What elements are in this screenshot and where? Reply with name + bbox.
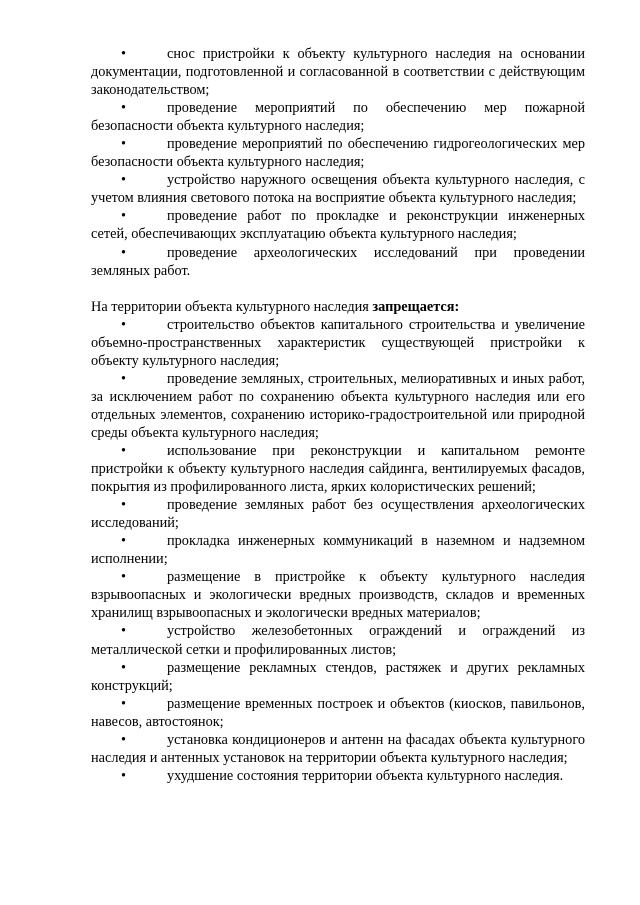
list-item-text: проведение работ по прокладке и реконструкции инженерных сетей, обеспечивающих эксплуатацию объекта культурного наследия;: [91, 208, 585, 243]
list-item-text: проведение мероприятий по обеспечению мер пожарной безопасности объекта культурного наследия;: [91, 100, 585, 135]
prohibited-intro-text: На территории объекта культурного наследия: [91, 298, 373, 315]
list-item: [91, 695, 585, 731]
list-item-text: снос пристройки к объекту культурного наследия на основании документации, подготовленной и согласованной в соответствии с действующим законодательством;: [91, 46, 585, 99]
bullet-icon: •: [121, 659, 127, 676]
list-item: [91, 135, 585, 171]
list-item-text: проведение археологических исследований при проведении земляных работ.: [91, 244, 585, 279]
list-item: [91, 207, 585, 243]
bullet-icon: •: [121, 316, 127, 333]
list-item-text: прокладка инженерных коммуникаций в наземном и надземном исполнении;: [91, 533, 585, 568]
list-item: [91, 442, 585, 496]
list-item: [91, 767, 585, 785]
bullet-icon: •: [121, 100, 127, 117]
list-item-text: ухудшение состояния территории объекта культурного наследия.: [167, 767, 564, 784]
list-item: [91, 370, 585, 442]
list-item: [91, 316, 585, 370]
list-item-text: устройство железобетонных ограждений и ограждений из металлической сетки и профилированных листов;: [91, 623, 585, 658]
bullet-icon: •: [121, 442, 127, 459]
list-item: [91, 45, 585, 99]
bullet-icon: •: [121, 370, 127, 387]
list-item: [91, 496, 585, 532]
list-item-text: строительство объектов капитального строительства и увеличение объемно-пространственных характеристик существующей пристройки к объекту культурного наследия;: [91, 316, 585, 369]
document-page: [91, 45, 585, 785]
list-item-text: устройство наружного освещения объекта культурного наследия, с учетом влияния светового потока на восприятие объекта культурного наследия;: [91, 172, 585, 207]
bullet-icon: •: [121, 172, 127, 189]
bullet-icon: •: [121, 695, 127, 712]
list-item-text: установка кондиционеров и антенн на фасадах объекта культурного наследия и антенных установок на территории объекта культурного наследия;: [91, 731, 585, 766]
list-item: [91, 622, 585, 658]
bullet-icon: •: [121, 244, 127, 261]
prohibited-intro: [91, 298, 585, 316]
bullet-icon: •: [121, 767, 127, 784]
list-item-text: размещение временных построек и объектов (киосков, павильонов, навесов, автостоянок;: [91, 695, 585, 730]
prohibited-list: [91, 316, 585, 785]
bullet-icon: •: [121, 533, 127, 550]
list-item-text: использование при реконструкции и капитальном ремонте пристройки к объекту культурного наследия сайдинга, вентилируемых фасадов, покрытия из профилированного листа, ярких колористических решений;: [91, 442, 585, 496]
list-item-text: размещение рекламных стендов, растяжек и других рекламных конструкций;: [91, 659, 585, 694]
bullet-icon: •: [121, 208, 127, 225]
list-item-text: проведение земляных работ без осуществления археологических исследований;: [91, 497, 585, 532]
list-item: [91, 171, 585, 207]
bullet-icon: •: [121, 497, 127, 514]
paragraph-gap: [91, 280, 585, 298]
bullet-icon: •: [121, 731, 127, 748]
list-item-text: размещение в пристройке к объекту культурного наследия взрывоопасных и экологически вредных производств, складов и временных хранилищ взрывоопасных и экологически вредных материалов;: [91, 569, 585, 622]
list-item: [91, 568, 585, 622]
list-item: [91, 532, 585, 568]
list-item-text: проведение земляных, строительных, мелиоративных и иных работ, за исключением работ по сохранению объекта культурного наследия или его отдельных элементов, сохранению историко-градостроительной или природной среды объекта культурного наследия;: [91, 370, 585, 441]
bullet-icon: •: [121, 623, 127, 640]
list-item: [91, 99, 585, 135]
bullet-icon: •: [121, 569, 127, 586]
list-item: [91, 731, 585, 767]
bullet-icon: •: [121, 136, 127, 153]
prohibited-emphasis: запрещается:: [372, 298, 460, 315]
list-item: [91, 244, 585, 280]
bullet-icon: •: [121, 46, 127, 62]
permitted-list: [91, 45, 585, 280]
list-item: [91, 659, 585, 695]
list-item-text: проведение мероприятий по обеспечению гидрогеологических мер безопасности объекта культурного наследия;: [91, 136, 585, 171]
